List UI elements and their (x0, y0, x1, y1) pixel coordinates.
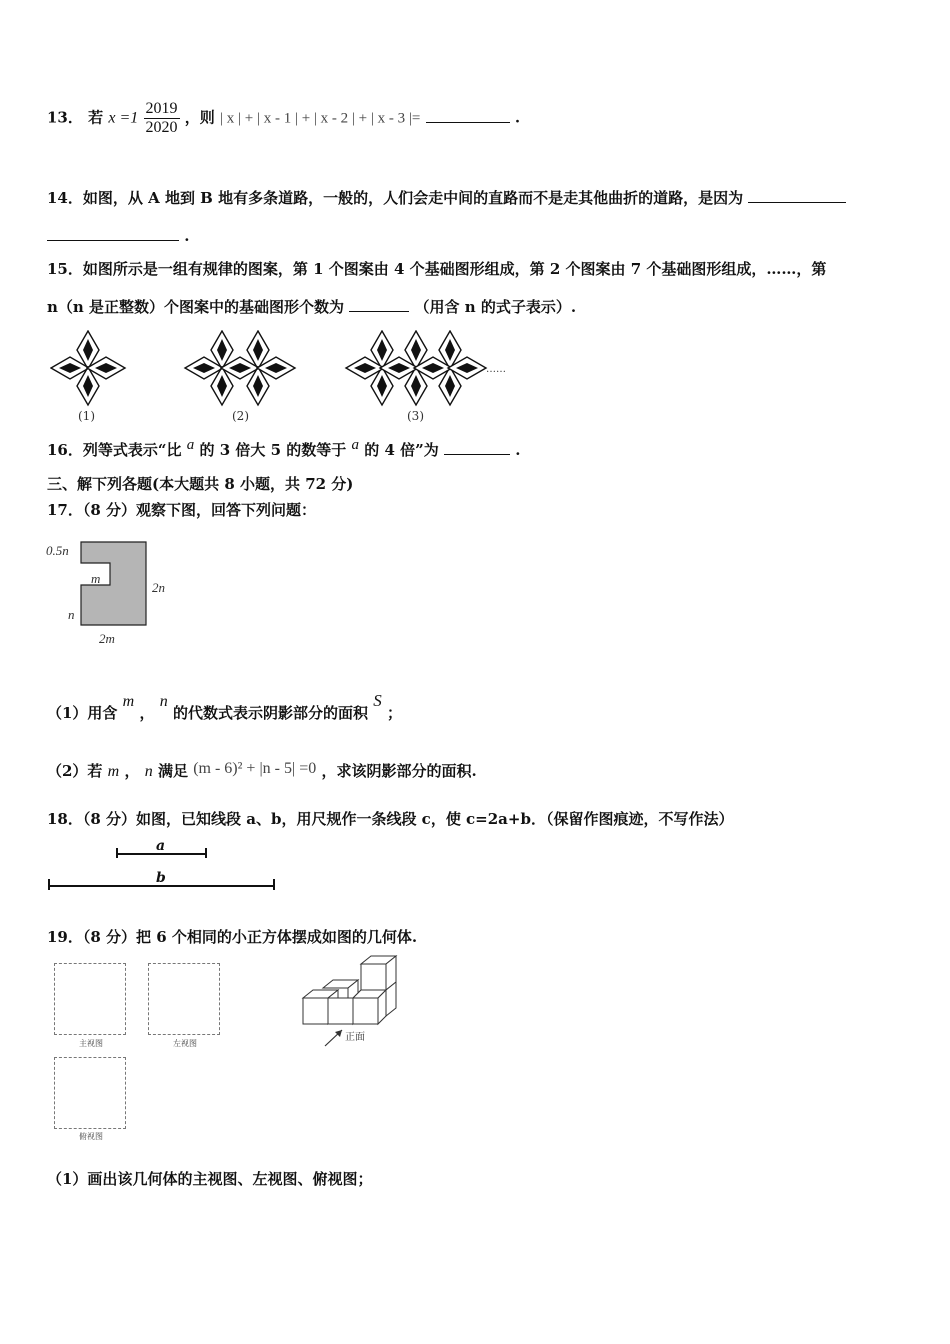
segment-a-label: a (156, 838, 166, 854)
q17-p1a: （1）用含 (47, 704, 118, 722)
q13-mid: ，则 (184, 108, 215, 127)
q16-part2: 的 3 倍大 5 的数等于 (199, 441, 347, 459)
q16-var-a-2: a (351, 437, 359, 453)
q15-line1: 15．如图所示是一组有规律的图案，第 1 个图案由 4 个基础图形组成，第 2 个图案由 7 个基础图形组成，……，第 (47, 260, 827, 278)
pattern-label-3: (3) (407, 409, 424, 423)
top-view-box[interactable] (54, 1057, 126, 1129)
q17-p2-comma: ， (124, 762, 140, 780)
q14-end: . (184, 227, 190, 245)
q16-part3: 的 4 倍”为 (364, 441, 439, 459)
q15-answer-blank[interactable] (349, 297, 409, 312)
q17-comma: ， (139, 704, 155, 722)
label-2m: 2m (99, 631, 115, 646)
q16-part1: 16．列等式表示“比 (47, 441, 182, 459)
q14-answer-blank-1[interactable] (748, 188, 846, 203)
q17-p2b: 满足 (157, 762, 188, 780)
q15-line2a: n（n 是正整数）个图案中的基础图形个数为 (47, 298, 345, 316)
q16-end: . (515, 441, 521, 459)
section-3-title: 三、解下列各题(本大题共 8 小题，共 72 分) (47, 475, 354, 493)
q19-text: 19．（8 分）把 6 个相同的小正方体摆成如图的几何体. (47, 928, 418, 946)
front-view-caption: 主视图 (79, 1039, 103, 1048)
q17-p2-m: m (107, 763, 120, 780)
top-view-caption: 俯视图 (79, 1132, 103, 1141)
q17-p2-n: n (144, 763, 153, 780)
q13-fraction (144, 100, 180, 137)
question-14-cont (47, 226, 189, 245)
label-m: m (91, 571, 101, 586)
q13-expression: | x | + | x - 1 | + | x - 2 | + | x - 3 |= (219, 110, 421, 127)
left-view-caption: 左视图 (173, 1039, 197, 1048)
front-direction-label: 正面 (345, 1032, 365, 1043)
q13-frac-numerator: 2019 (145, 100, 178, 117)
pattern-3 (346, 331, 486, 405)
q14-text: 14．如图，从 A 地到 B 地有多条道路，一般的，人们会走中间的直路而不是走其他曲折的道路，是因为 (47, 189, 744, 207)
label-2n: 2n (152, 580, 165, 595)
q17-part-2 (47, 760, 477, 781)
q18-segments-figure (44, 836, 284, 892)
q13-end: . (514, 108, 521, 127)
q15-line2b: （用含 n 的式子表示）. (414, 298, 577, 316)
q13-prefix: 若 (88, 108, 104, 127)
q13-answer-blank[interactable] (426, 108, 510, 123)
question-16 (47, 439, 520, 460)
q17-shape-figure (44, 535, 194, 650)
q16-var-a-1: a (186, 437, 195, 453)
pattern-ellipsis: …… (486, 364, 506, 375)
question-14 (47, 187, 846, 208)
q17-p1c: ； (386, 704, 402, 722)
q15-pattern-figure (50, 330, 530, 428)
question-13 (47, 100, 520, 137)
question-15-line1 (47, 258, 826, 279)
q17-title: 17．（8 分）观察下图，回答下列问题： (47, 501, 317, 519)
q14-answer-blank-2[interactable] (47, 226, 179, 241)
q17-var-n: n (159, 693, 168, 710)
q17-var-s: S (373, 691, 382, 710)
pattern-label-2: (2) (232, 409, 249, 423)
front-view-box[interactable] (54, 963, 126, 1035)
q17-p2-expression: (m - 6)² + |n - 5| =0 (193, 760, 317, 777)
segment-b-label: b (156, 870, 166, 886)
label-n: n (68, 607, 75, 622)
q17-part-1 (47, 691, 402, 723)
q13-frac-denominator: 2020 (145, 119, 178, 136)
pattern-2 (185, 331, 295, 405)
q17-p2c: ，求该阴影部分的面积. (321, 762, 477, 780)
q17-p2a: （2）若 (47, 762, 103, 780)
q13-number: 13． (47, 108, 83, 127)
q19-part-1: （1）画出该几何体的主视图、左视图、俯视图； (47, 1170, 373, 1188)
pattern-1 (51, 331, 125, 405)
q17-p1b: 的代数式表示阴影部分的面积 (172, 704, 368, 722)
q13-x-eq: x =1 (108, 109, 139, 127)
left-view-box[interactable] (148, 963, 220, 1035)
q17-var-m: m (122, 693, 135, 710)
pattern-label-1: (1) (78, 409, 95, 423)
label-0-5n: 0.5n (46, 543, 69, 558)
q18-text: 18．（8 分）如图，已知线段 a、b，用尺规作一条线段 c，使 c=2a+b．（保留作图痕迹，不写作法） (47, 810, 734, 828)
q16-answer-blank[interactable] (444, 440, 510, 455)
q19-cube-solid-figure (295, 950, 415, 1050)
question-15-line2 (47, 296, 576, 317)
